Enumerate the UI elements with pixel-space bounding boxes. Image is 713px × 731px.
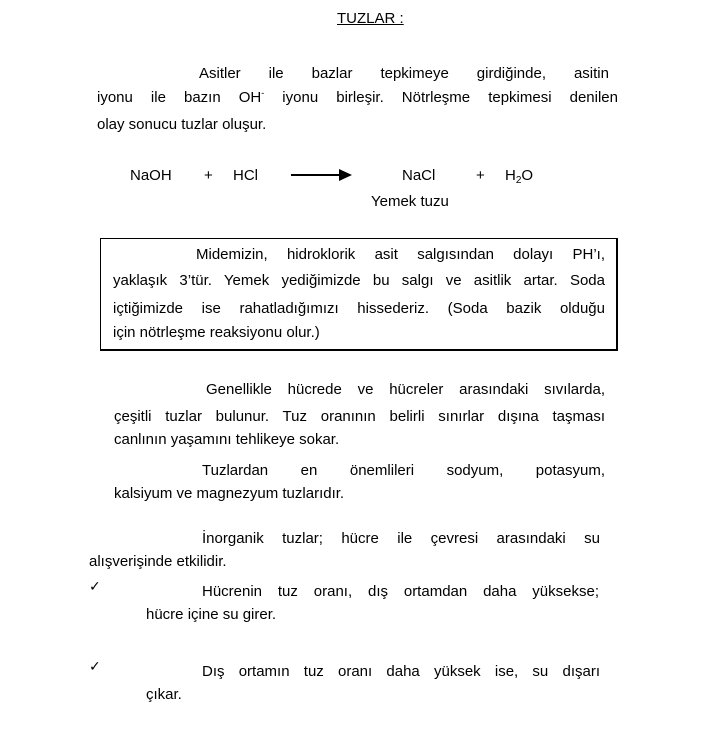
bullet-2-line-2: çıkar.: [146, 686, 182, 703]
para2-line-2: çeşitli tuzlar bulunur. Tuz oranının belirli sınırlar dışına taşması: [114, 408, 605, 425]
bullet-1-line-1: Hücrenin tuz oranı, dış ortamdan daha yüksekse;: [202, 583, 599, 600]
intro-line-2: [97, 88, 618, 106]
reactant-hcl: HCl: [233, 167, 258, 184]
water-o: O: [521, 167, 534, 184]
nacl-label: Yemek tuzu: [371, 193, 449, 210]
checkmark-icon: ✓: [89, 579, 101, 595]
intro-line-2-b: iyonu birleşir. Nötrleşme tepkimesi denilen: [264, 89, 618, 106]
water-subscript: 2: [515, 175, 522, 186]
plus-sign-2: +: [476, 167, 485, 184]
intro-line-2-a: iyonu ile bazın OH: [97, 89, 262, 106]
para3-line-1: Tuzlardan en önemlileri sodyum, potasyum,: [202, 462, 605, 479]
para4-line-2: alışverişinde etkilidir.: [89, 553, 227, 570]
product-water: [505, 167, 533, 186]
hydroxide-charge: -: [261, 88, 265, 98]
box-line-4: için nötrleşme reaksiyonu olur.): [113, 324, 320, 341]
checkmark-icon: ✓: [89, 659, 101, 675]
reactant-naoh: NaOH: [130, 167, 172, 184]
bullet-2-line-1: Dış ortamın tuz oranı daha yüksek ise, su dışarı: [202, 663, 600, 680]
para3-line-2: kalsiyum ve magnezyum tuzlarıdır.: [114, 485, 345, 502]
box-line-3: içtiğimizde ise rahatladığımızı hissederiz. (Soda bazik olduğu: [113, 300, 605, 317]
para2-line-1: Genellikle hücrede ve hücreler arasındaki sıvılarda,: [206, 381, 605, 398]
page-title: TUZLAR :: [337, 10, 404, 27]
reaction-arrow-icon: [291, 168, 353, 182]
box-line-2: yaklaşık 3’tür. Yemek yediğimizde bu salgı ve asitlik artar. Soda: [113, 272, 605, 289]
plus-sign-1: +: [204, 167, 213, 184]
water-h: H: [505, 167, 516, 184]
para4-line-1: İnorganik tuzlar; hücre ile çevresi arasındaki su: [202, 530, 600, 547]
intro-line-1: Asitler ile bazlar tepkimeye girdiğinde, asitin: [199, 65, 609, 82]
box-line-1: Midemizin, hidroklorik asit salgısından dolayı PH’ı,: [196, 246, 605, 263]
product-nacl: NaCl: [402, 167, 436, 184]
bullet-1-line-2: hücre içine su girer.: [146, 606, 277, 623]
intro-line-3: olay sonucu tuzlar oluşur.: [97, 116, 267, 133]
para2-line-3: canlının yaşamını tehlikeye sokar.: [114, 431, 340, 448]
